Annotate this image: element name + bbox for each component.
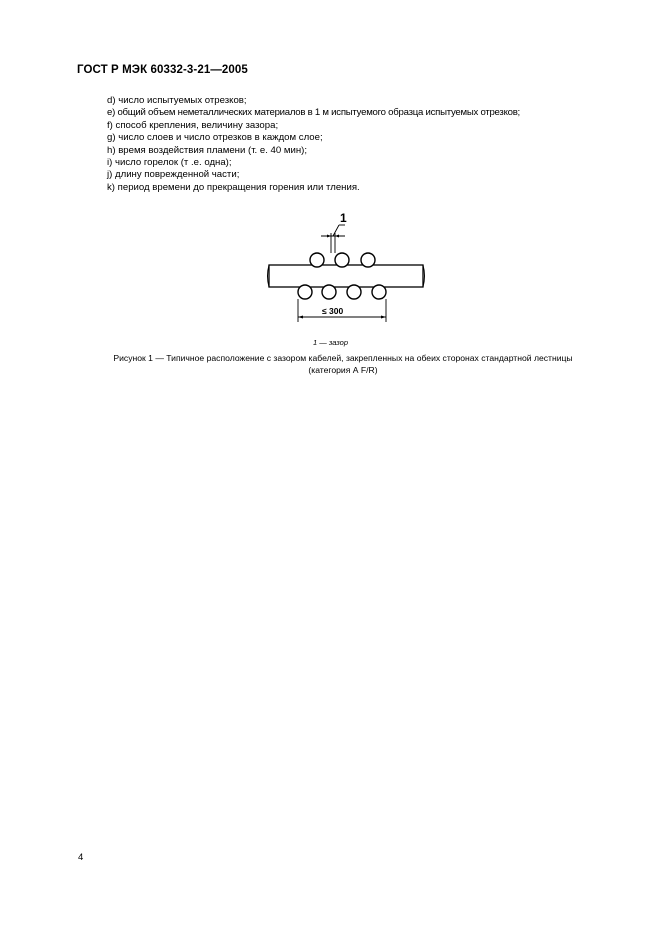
cable-top xyxy=(335,253,349,267)
cable-ladder-figure xyxy=(255,205,435,330)
document-header: ГОСТ Р МЭК 60332-3-21—2005 xyxy=(77,64,248,76)
gap-arrow xyxy=(335,235,339,238)
list-item-i: i) число горелок (т .е. одна); xyxy=(107,157,232,169)
caption-line-2: (категория А F/R) xyxy=(308,364,378,375)
ladder-rung xyxy=(269,265,423,287)
caption-line-1: Рисунок 1 — Типичное расположение с зазором кабелей, закрепленных на обеих сторонах стандартной лестницы xyxy=(113,353,573,363)
callout-label: 1 xyxy=(340,211,347,225)
list-item-j: j) длину поврежденной части; xyxy=(107,169,240,181)
cable-bottom xyxy=(372,285,386,299)
figure-legend: 1 — зазор xyxy=(313,338,348,347)
cable-top xyxy=(361,253,375,267)
dimension-label: ≤ 300 xyxy=(322,306,344,316)
gap-arrow xyxy=(327,235,331,238)
width-arrow xyxy=(298,316,303,319)
figure-caption xyxy=(66,353,620,376)
cable-top xyxy=(310,253,324,267)
page-number: 4 xyxy=(78,852,84,863)
list-item-d: d) число испытуемых отрезков; xyxy=(107,95,247,106)
cable-bottom xyxy=(298,285,312,299)
width-arrow xyxy=(381,316,386,319)
list-item-e: e) общий объем неметаллических материалов в 1 м испытуемого образца испытуемых отрезков; xyxy=(107,107,520,119)
cable-bottom xyxy=(322,285,336,299)
list-item-h: h) время воздействия пламени (т. е. 40 мин); xyxy=(107,144,307,156)
cable-bottom xyxy=(347,285,361,299)
list-item-k: k) период времени до прекращения горения или тления. xyxy=(107,181,360,193)
callout-leader xyxy=(333,225,339,236)
requirements-list xyxy=(107,95,520,194)
list-item-f: f) способ крепления, величину зазора; xyxy=(107,119,279,131)
list-item-g: g) число слоев и число отрезков в каждом слое; xyxy=(107,132,323,144)
